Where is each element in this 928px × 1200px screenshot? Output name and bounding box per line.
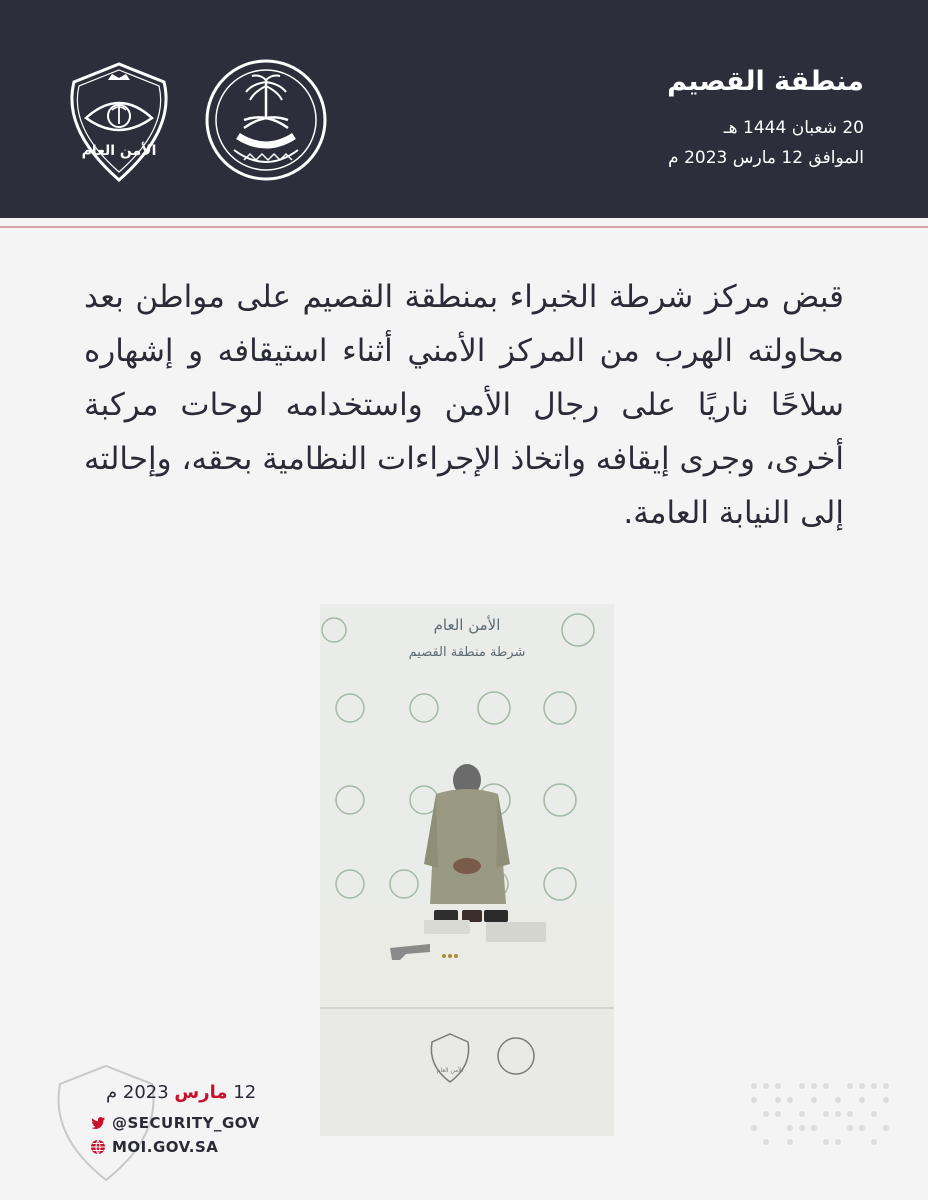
- decorative-dot-pattern: [748, 1078, 898, 1148]
- ministry-emblem-icon: [204, 58, 328, 182]
- twitter-icon: [90, 1115, 106, 1131]
- footer-date-year: 2023 م: [106, 1082, 169, 1103]
- twitter-handle[interactable]: @SECURITY_GOV: [112, 1114, 260, 1132]
- backdrop-subtitle: شرطة منطقة القصيم: [408, 645, 526, 660]
- backdrop-title: الأمن العام: [433, 616, 501, 634]
- header-divider: [0, 226, 928, 228]
- suspect-photo: [320, 604, 614, 1136]
- globe-icon: [90, 1139, 106, 1155]
- footer-date-day: 12: [233, 1082, 257, 1103]
- badge-text: الأمن العام: [81, 143, 157, 159]
- website-link[interactable]: [90, 1138, 218, 1156]
- footer-date: [106, 1082, 256, 1103]
- table-logo-text: الأمن العام: [436, 1067, 464, 1074]
- region-title: منطقة القصيم: [667, 66, 864, 97]
- hijri-date: 20 شعبان 1444 هـ: [723, 118, 864, 138]
- header-banner: [0, 0, 928, 218]
- twitter-link[interactable]: [90, 1114, 260, 1132]
- news-statement: قبض مركز شرطة الخبراء بمنطقة القصيم على مواطن بعد محاولته الهرب من المركز الأمني أثناء استيقافه و إشهاره سلاحًا ناريًا على رجال الأمن واستخدامه لوحات مركبة أخرى، وجرى إيقافه واتخاذ الإجراءات النظامية بحقه، وإحالته إلى النيابة العامة.: [84, 279, 844, 531]
- gregorian-date: الموافق 12 مارس 2023 م: [668, 148, 864, 168]
- website-url[interactable]: MOI.GOV.SA: [112, 1138, 219, 1156]
- public-security-badge-icon: [56, 60, 182, 184]
- footer-date-month: مارس: [174, 1082, 228, 1103]
